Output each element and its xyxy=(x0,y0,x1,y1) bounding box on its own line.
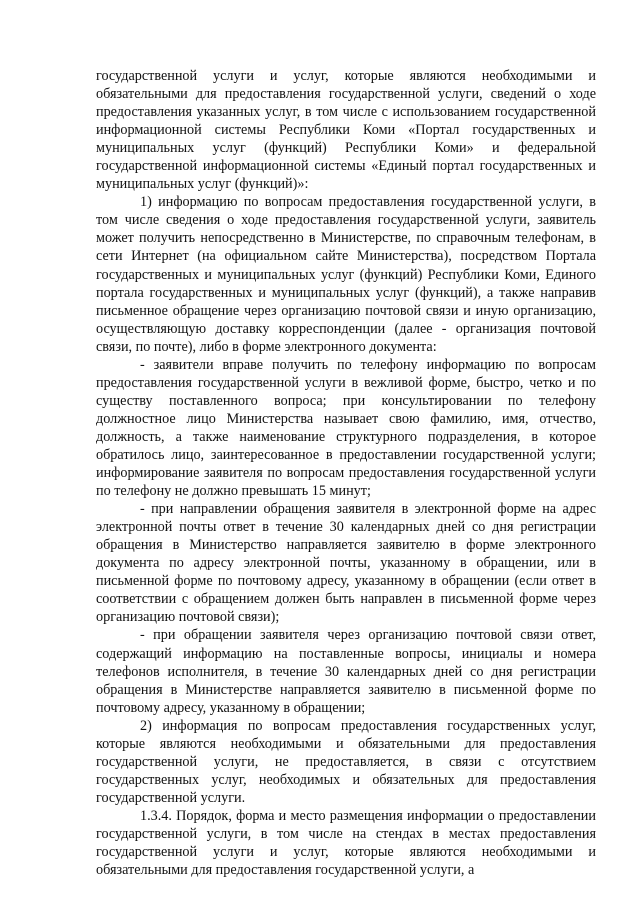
paragraph-continuation: государственной услуги и услуг, которые являются необходимыми и обязательными для предоставления государственной услуги, сведений о ходе предоставления указанных услуг, в том числе с использованием государственной информационной системы Республики Коми «Портал государственных и муниципальных услуг (функций) Республики Коми» и федеральной государственной информационной системы «Единый портал государственных и муниципальных услуг (функций)»: xyxy=(96,68,596,193)
paragraph-phone-info: - заявители вправе получить по телефону информацию по вопросам предоставления государственной услуги в вежливой форме, быстро, четко и по существу поставленного вопроса; при консультировании по телефону должностное лицо Министерства называет свою фамилию, имя, отчество, должность, а также наименование структурного подразделения, в которое обратилось лицо, заинтересованное в предоставлении государственной услуги; информирование заявителя по вопросам предоставления государственной услуги по телефону не должно превышать 15 минут; xyxy=(96,356,596,500)
document-page xyxy=(96,67,596,879)
paragraph-item-2: 2) информация по вопросам предоставления государственных услуг, которые являются необходимыми и обязательными для предоставления государственной услуги, не предоставляется, в связи с отсутствием государственных услуг, необходимых и обязательных для предоставления государственной услуги. xyxy=(96,717,596,806)
paragraph-post-info: - при обращении заявителя через организацию почтовой связи ответ, содержащий информацию на поставленные вопросы, инициалы и номера телефонов исполнителя, в течение 30 календарных дней со дня регистрации обращения в Министерстве направляется заявителю в письменной форме по почтовому адресу, указанному в обращении; xyxy=(96,627,596,716)
paragraph-item-1: 1) информацию по вопросам предоставления государственной услуги, в том числе сведения о ходе предоставления государственной услуги, заявитель может получить непосредственно в Министерстве, по справочным телефонам, в сети Интернет (на официальном сайте Министерства), посредством Портала государственных и муниципальных услуг (функций) Республики Коми, Единого портала государственных и муниципальных услуг (функций), а также направив письменное обращение через организацию почтовой связи и иную организацию, осуществляющую доставку корреспонденции (далее - организация почтовой связи, по почте), либо в форме электронного документа: xyxy=(96,194,596,355)
paragraph-section-1-3-4: 1.3.4. Порядок, форма и место размещения информации о предоставлении государственной услуги, в том числе на стендах в местах предоставления государственной услуги и услуг, которые являются необходимыми и обязательными для предоставления государственной услуги, а xyxy=(96,807,596,879)
paragraph-email-info: - при направлении обращения заявителя в электронной форме на адрес электронной почты ответ в течение 30 календарных дней со дня регистрации обращения в Министерство направляется заявителю в форме электронного документа по адресу электронной почты, указанному в обращении, или в письменной форме по почтовому адресу, указанному в обращении (если ответ в соответствии с обращением должен быть направлен в письменной форме через организацию почтовой связи); xyxy=(96,501,596,626)
